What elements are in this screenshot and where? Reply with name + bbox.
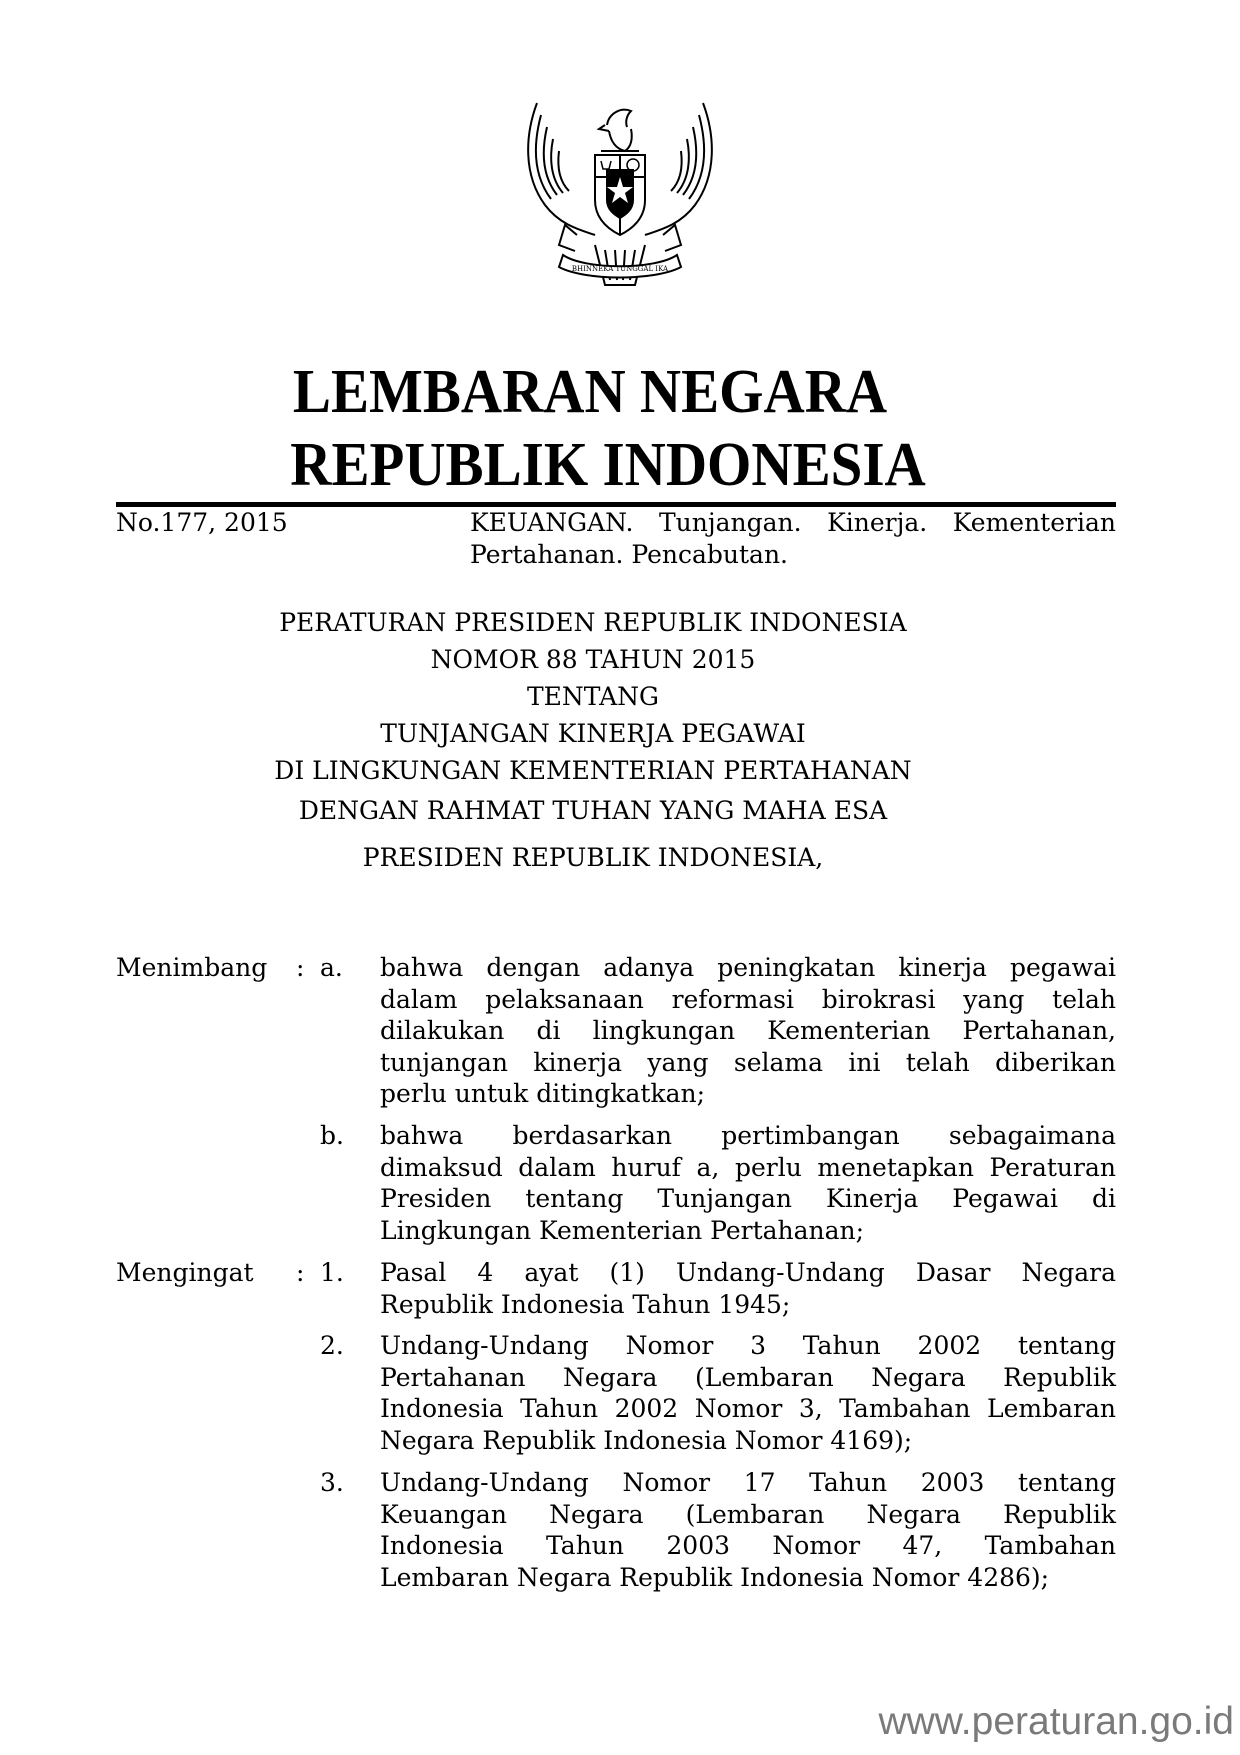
- regulation-number: NOMOR 88 TAHUN 2015: [430, 645, 756, 674]
- gazette-subtitle: REPUBLIK INDONESIA: [290, 431, 926, 499]
- emblem-motto: BHINNEKA TUNGGAL IKA: [571, 265, 669, 273]
- gazette-subject: [470, 507, 1116, 571]
- subject-word: Kementerian: [952, 508, 1116, 537]
- text-line: perlu untuk ditingkatkan;: [380, 1079, 706, 1108]
- item-marker: 2.: [320, 1331, 344, 1360]
- text-line: bahwa dengan adanya peningkatan kinerja pegawai: [380, 953, 1116, 982]
- item-marker: b.: [320, 1121, 344, 1150]
- item-text: [380, 1257, 1116, 1320]
- text-line: Pasal 4 ayat (1) Undang-Undang Dasar Negara: [380, 1258, 1116, 1287]
- text-line: Republik Indonesia Tahun 1945;: [380, 1289, 791, 1319]
- text-line: Presiden tentang Tunjangan Kinerja Pegawai di: [380, 1184, 1116, 1213]
- item-text: [380, 1330, 1116, 1456]
- text-line: Indonesia Tahun 2002 Nomor 3, Tambahan Lembaran: [380, 1394, 1116, 1423]
- text-line: Lembaran Negara Republik Indonesia Nomor 4286);: [380, 1562, 1050, 1592]
- regulation-subject-2: DI LINGKUNGAN KEMENTERIAN PERTAHANAN: [274, 756, 912, 785]
- item-marker: a.: [320, 953, 343, 982]
- footer-website-link[interactable]: www.peraturan.go.id: [878, 1700, 1234, 1743]
- regulation-subject-1: TUNJANGAN KINERJA PEGAWAI: [380, 719, 806, 748]
- preamble-line1: DENGAN RAHMAT TUHAN YANG MAHA ESA: [298, 796, 888, 825]
- gazette-title: LEMBARAN NEGARA: [292, 358, 888, 426]
- colon: :: [296, 1258, 305, 1287]
- subject-line2: Pertahanan. Pencabutan.: [470, 540, 789, 569]
- text-line: dalam pelaksanaan reformasi birokrasi yang telah: [380, 984, 1116, 1014]
- colon: :: [296, 953, 305, 982]
- item-marker: 1.: [320, 1258, 344, 1287]
- garuda-emblem-icon: [515, 95, 725, 295]
- text-line: Pertahanan Negara (Lembaran Negara Republik: [380, 1362, 1116, 1392]
- regulation-about: TENTANG: [526, 682, 659, 711]
- text-line: dimaksud dalam huruf a, perlu menetapkan Peraturan: [380, 1152, 1116, 1182]
- item-marker: 3.: [320, 1468, 344, 1497]
- mengingat-label: Mengingat: [116, 1258, 254, 1287]
- subject-word: Tunjangan.: [658, 508, 802, 537]
- item-text: [380, 1467, 1116, 1593]
- text-line: Negara Republik Indonesia Nomor 4169);: [380, 1425, 913, 1455]
- item-text: [380, 1120, 1116, 1246]
- text-line: Undang-Undang Nomor 3 Tahun 2002 tentang: [380, 1331, 1116, 1360]
- text-line: Indonesia Tahun 2003 Nomor 47, Tambahan: [380, 1531, 1116, 1560]
- item-text: [380, 952, 1116, 1110]
- menimbang-label: Menimbang: [116, 953, 268, 982]
- gazette-number: No.177, 2015: [116, 508, 288, 537]
- text-line: Keuangan Negara (Lembaran Negara Republik: [380, 1499, 1116, 1529]
- text-line: bahwa berdasarkan pertimbangan sebagaimana: [380, 1121, 1116, 1150]
- preamble-line2: PRESIDEN REPUBLIK INDONESIA,: [362, 843, 824, 872]
- text-line: Undang-Undang Nomor 17 Tahun 2003 tentang: [380, 1468, 1116, 1497]
- text-line: tunjangan kinerja yang selama ini telah diberikan: [380, 1047, 1116, 1077]
- subject-word: Kinerja.: [827, 508, 928, 537]
- subject-word: KEUANGAN.: [470, 508, 634, 537]
- text-line: Lingkungan Kementerian Pertahanan;: [380, 1215, 865, 1245]
- text-line: dilakukan di lingkungan Kementerian Pertahanan,: [380, 1016, 1116, 1045]
- regulation-type: PERATURAN PRESIDEN REPUBLIK INDONESIA: [279, 608, 907, 637]
- regulation-heading: [0, 604, 1213, 789]
